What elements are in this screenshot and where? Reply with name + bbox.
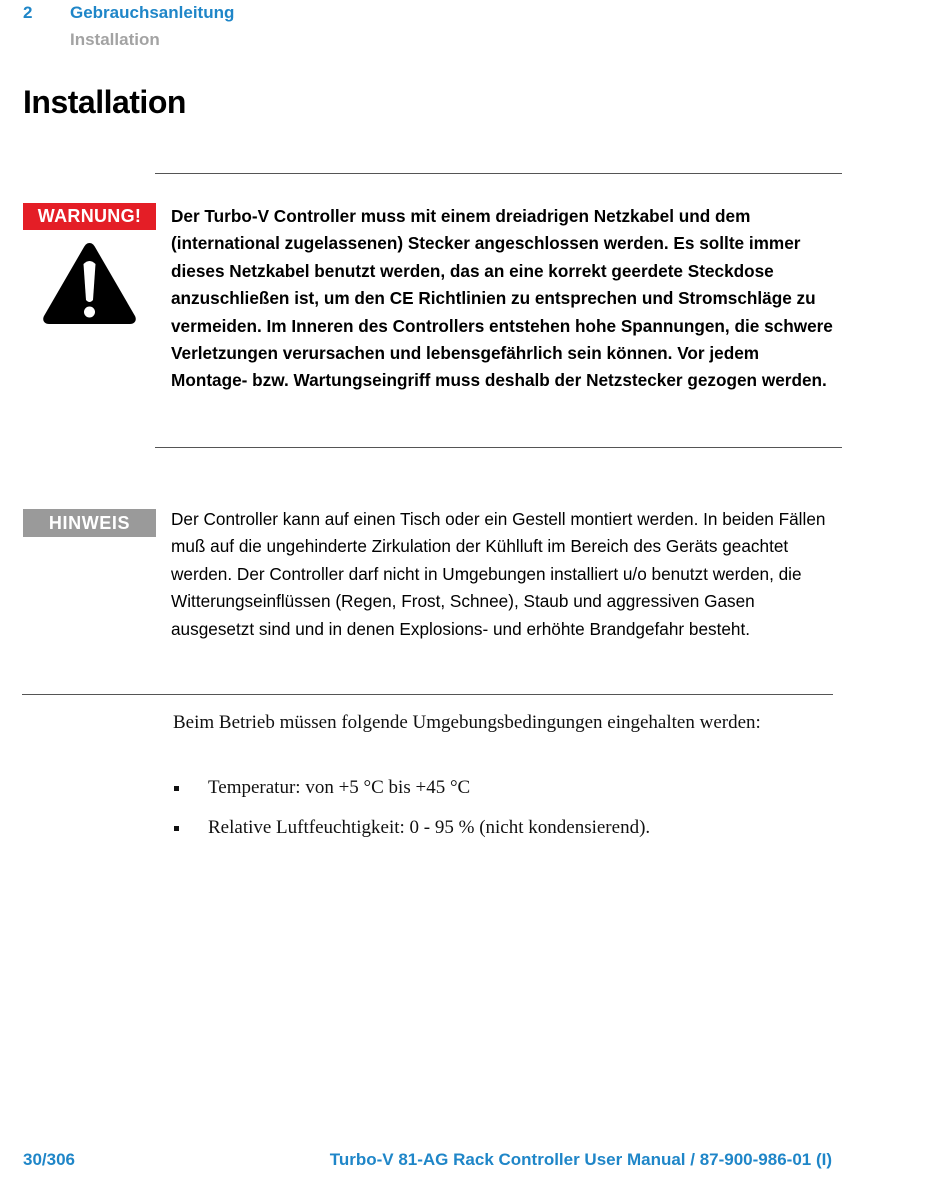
page-number: 30/306 [23,1150,75,1169]
list-item [173,775,833,815]
list-item-text: Relative Luftfeuchtigkeit: 0 - 95 % (nicht kondensierend). [208,817,651,838]
page-title: Installation [23,84,186,120]
chapter-number: 2 [23,3,33,22]
list-item [173,815,833,855]
warning-badge: WARNUNG! [23,203,156,230]
list-item-text: Temperatur: von +5 °C bis +45 °C [208,777,471,798]
warning-text: Der Turbo-V Controller muss mit einem dreiadrigen Netzkabel und dem (international zugelassenen) Stecker angeschlossen werden. Es sollte immer dieses Netzkabel benutzt werden, das an eine korrekt geerdete Steckdose anzuschließen ist, um den CE Richtlinien zu entsprechen und Stromschläge zu vermeiden. Im Inneren des Controllers entstehen hohe Spannungen, die schwere Verletzungen verursachen und lebensgefährlich sein können. Vor jedem Montage- bzw. Wartungseingriff muss deshalb der Netzstecker gezogen werden. [171,206,833,391]
chapter-title: Gebrauchsanleitung [70,3,235,22]
bullet-icon [174,786,179,791]
section-title: Installation [70,30,160,49]
note-text: Der Controller kann auf einen Tisch oder ein Gestell montiert werden. In beiden Fällen muß auf die ungehinderte Zirkulation der Kühlluft im Bereich des Geräts geachtet werden. Der Controller darf nicht in Umgebungen installiert u/o benutzt werden, die Witterungseinflüssen (Regen, Frost, Schnee), Staub und aggressiven Gasen ausgesetzt sind und in denen Explosions- und erhöhte Brandgefahr besteht. [171,509,826,639]
body-intro: Beim Betrieb müssen folgende Umgebungsbedingungen eingehalten werden: [173,712,761,733]
note-badge: HINWEIS [23,509,156,537]
footer-manual-title: Turbo-V 81-AG Rack Controller User Manual / 87-900-986-01 (I) [329,1150,832,1169]
divider [155,447,842,448]
divider [22,694,833,695]
divider [155,173,842,174]
conditions-list [173,775,833,855]
warning-triangle-icon [41,240,138,326]
bullet-icon [174,826,179,831]
